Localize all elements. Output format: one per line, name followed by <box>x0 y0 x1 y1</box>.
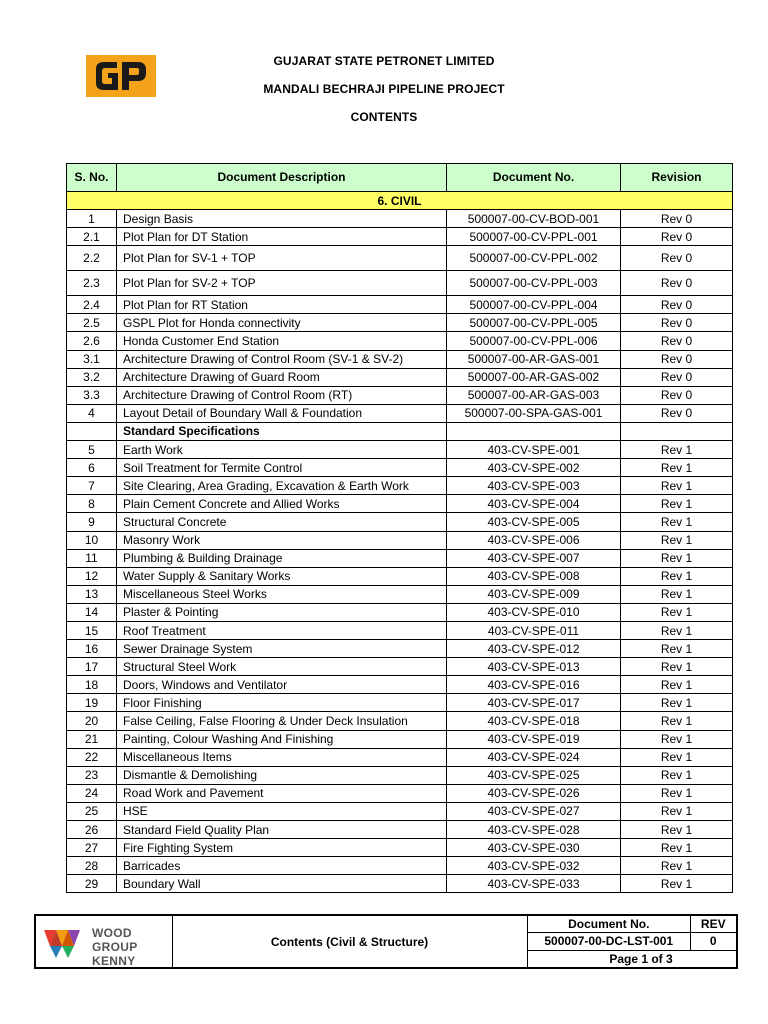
row-description: Plaster & Pointing <box>117 603 447 621</box>
table-row <box>67 513 733 531</box>
row-revision: Rev 0 <box>621 246 733 271</box>
row-revision: Rev 0 <box>621 404 733 422</box>
row-sno: 26 <box>67 821 117 839</box>
table-row <box>67 875 733 893</box>
row-revision: Rev 1 <box>621 567 733 585</box>
table-row <box>67 210 733 228</box>
row-document-no: 500007-00-CV-PPL-002 <box>447 246 621 271</box>
row-sno: 10 <box>67 531 117 549</box>
table-row <box>67 314 733 332</box>
header-sno: S. No. <box>67 164 117 192</box>
row-document-no: 500007-00-AR-GAS-002 <box>447 368 621 386</box>
table-row <box>67 459 733 477</box>
row-revision: Rev 1 <box>621 513 733 531</box>
row-revision: Rev 0 <box>621 386 733 404</box>
row-description: Architecture Drawing of Control Room (SV-1 & SV-2) <box>117 350 447 368</box>
row-description: Standard Field Quality Plan <box>117 821 447 839</box>
row-document-no: 403-CV-SPE-016 <box>447 676 621 694</box>
table-row <box>67 857 733 875</box>
row-document-no: 403-CV-SPE-027 <box>447 802 621 820</box>
page-title: CONTENTS <box>350 110 418 124</box>
doc-no-value: 500007-00-DC-LST-001 <box>528 933 690 950</box>
row-document-no: 403-CV-SPE-026 <box>447 784 621 802</box>
table-row <box>67 585 733 603</box>
table-row <box>67 549 733 567</box>
row-sno: 28 <box>67 857 117 875</box>
row-description: Painting, Colour Washing And Finishing <box>117 730 447 748</box>
row-document-no: 403-CV-SPE-009 <box>447 585 621 603</box>
row-revision: Rev 1 <box>621 621 733 639</box>
row-sno: 11 <box>67 549 117 567</box>
row-sno: 22 <box>67 748 117 766</box>
row-sno <box>67 422 117 440</box>
row-description: Miscellaneous Items <box>117 748 447 766</box>
row-description: Miscellaneous Steel Works <box>117 585 447 603</box>
row-sno: 24 <box>67 784 117 802</box>
row-document-no: 403-CV-SPE-011 <box>447 621 621 639</box>
row-description: Plain Cement Concrete and Allied Works <box>117 495 447 513</box>
row-document-no: 403-CV-SPE-007 <box>447 549 621 567</box>
table-row <box>67 531 733 549</box>
row-document-no: 500007-00-AR-GAS-003 <box>447 386 621 404</box>
table-row <box>67 676 733 694</box>
row-description: Plot Plan for SV-1 + TOP <box>117 246 447 271</box>
row-document-no: 403-CV-SPE-008 <box>447 567 621 585</box>
table-row <box>67 821 733 839</box>
row-sno: 18 <box>67 676 117 694</box>
table-row <box>67 350 733 368</box>
row-sno: 23 <box>67 766 117 784</box>
section-title: 6. CIVIL <box>67 192 733 210</box>
table-row <box>67 766 733 784</box>
row-document-no: 403-CV-SPE-017 <box>447 694 621 712</box>
row-revision: Rev 1 <box>621 585 733 603</box>
row-description: Doors, Windows and Ventilator <box>117 676 447 694</box>
row-description: Honda Customer End Station <box>117 332 447 350</box>
row-sno: 2.4 <box>67 296 117 314</box>
subheading-row <box>67 422 733 440</box>
row-revision: Rev 1 <box>621 640 733 658</box>
table-row <box>67 839 733 857</box>
row-revision: Rev 0 <box>621 350 733 368</box>
table-row <box>67 640 733 658</box>
row-revision: Rev 1 <box>621 875 733 893</box>
row-description: HSE <box>117 802 447 820</box>
row-revision: Rev 1 <box>621 748 733 766</box>
row-sno: 12 <box>67 567 117 585</box>
row-sno: 20 <box>67 712 117 730</box>
row-sno: 6 <box>67 459 117 477</box>
title-block <box>34 914 738 969</box>
row-document-no: 403-CV-SPE-025 <box>447 766 621 784</box>
row-description: Structural Concrete <box>117 513 447 531</box>
row-description: Roof Treatment <box>117 621 447 639</box>
row-description: Standard Specifications <box>117 422 447 440</box>
row-description: Structural Steel Work <box>117 658 447 676</box>
row-revision: Rev 1 <box>621 676 733 694</box>
row-revision: Rev 1 <box>621 802 733 820</box>
doc-no-label: Document No. <box>528 916 690 933</box>
row-document-no: 500007-00-SPA-GAS-001 <box>447 404 621 422</box>
row-description: Site Clearing, Area Grading, Excavation & Earth Work <box>117 477 447 495</box>
row-document-no: 403-CV-SPE-004 <box>447 495 621 513</box>
row-revision: Rev 1 <box>621 603 733 621</box>
section-row <box>67 192 733 210</box>
row-description: Plot Plan for RT Station <box>117 296 447 314</box>
row-description: Sewer Drainage System <box>117 640 447 658</box>
row-revision: Rev 1 <box>621 658 733 676</box>
row-document-no: 403-CV-SPE-028 <box>447 821 621 839</box>
row-sno: 7 <box>67 477 117 495</box>
table-row <box>67 784 733 802</box>
row-revision: Rev 0 <box>621 332 733 350</box>
row-revision: Rev 1 <box>621 730 733 748</box>
row-sno: 3.3 <box>67 386 117 404</box>
row-document-no: 403-CV-SPE-001 <box>447 441 621 459</box>
row-sno: 2.2 <box>67 246 117 271</box>
row-sno: 5 <box>67 441 117 459</box>
page-indicator: Page 1 of 3 <box>609 952 673 966</box>
row-revision: Rev 1 <box>621 477 733 495</box>
row-revision: Rev 1 <box>621 549 733 567</box>
row-revision: Rev 1 <box>621 766 733 784</box>
table-row <box>67 271 733 296</box>
row-document-no: 403-CV-SPE-032 <box>447 857 621 875</box>
row-document-no: 500007-00-CV-BOD-001 <box>447 210 621 228</box>
row-sno: 2.6 <box>67 332 117 350</box>
row-sno: 14 <box>67 603 117 621</box>
row-sno: 8 <box>67 495 117 513</box>
row-sno: 15 <box>67 621 117 639</box>
table-row <box>67 712 733 730</box>
row-description: Plumbing & Building Drainage <box>117 549 447 567</box>
row-document-no: 403-CV-SPE-012 <box>447 640 621 658</box>
company-name: GUJARAT STATE PETRONET LIMITED <box>273 54 495 68</box>
row-document-no: 500007-00-CV-PPL-003 <box>447 271 621 296</box>
row-revision: Rev 1 <box>621 694 733 712</box>
row-revision: Rev 0 <box>621 210 733 228</box>
row-description: Masonry Work <box>117 531 447 549</box>
row-document-no: 403-CV-SPE-019 <box>447 730 621 748</box>
table-row <box>67 332 733 350</box>
table-row <box>67 477 733 495</box>
row-revision: Rev 1 <box>621 857 733 875</box>
row-revision: Rev 0 <box>621 228 733 246</box>
table-row <box>67 567 733 585</box>
row-description: Earth Work <box>117 441 447 459</box>
table-row <box>67 621 733 639</box>
table-row <box>67 730 733 748</box>
row-description: Dismantle & Demolishing <box>117 766 447 784</box>
row-revision <box>621 422 733 440</box>
row-description: Soil Treatment for Termite Control <box>117 459 447 477</box>
table-row <box>67 404 733 422</box>
table-row <box>67 246 733 271</box>
row-description: False Ceiling, False Flooring & Under Deck Insulation <box>117 712 447 730</box>
row-sno: 21 <box>67 730 117 748</box>
row-sno: 9 <box>67 513 117 531</box>
row-document-no <box>447 422 621 440</box>
row-description: Architecture Drawing of Guard Room <box>117 368 447 386</box>
table-row <box>67 802 733 820</box>
row-description: Water Supply & Sanitary Works <box>117 567 447 585</box>
table-row <box>67 368 733 386</box>
row-sno: 25 <box>67 802 117 820</box>
row-sno: 16 <box>67 640 117 658</box>
row-revision: Rev 0 <box>621 368 733 386</box>
header-document-no: Document No. <box>447 164 621 192</box>
row-document-no: 403-CV-SPE-030 <box>447 839 621 857</box>
header-description: Document Description <box>117 164 447 192</box>
row-revision: Rev 1 <box>621 821 733 839</box>
row-sno: 27 <box>67 839 117 857</box>
row-description: Plot Plan for SV-2 + TOP <box>117 271 447 296</box>
row-description: Design Basis <box>117 210 447 228</box>
row-sno: 2.3 <box>67 271 117 296</box>
logo-line-1: WOOD GROUP <box>92 926 138 954</box>
row-revision: Rev 1 <box>621 784 733 802</box>
row-sno: 29 <box>67 875 117 893</box>
row-revision: Rev 0 <box>621 271 733 296</box>
table-row <box>67 441 733 459</box>
row-document-no: 500007-00-CV-PPL-001 <box>447 228 621 246</box>
row-document-no: 403-CV-SPE-013 <box>447 658 621 676</box>
row-sno: 2.1 <box>67 228 117 246</box>
row-description: Road Work and Pavement <box>117 784 447 802</box>
row-revision: Rev 1 <box>621 712 733 730</box>
row-document-no: 500007-00-AR-GAS-001 <box>447 350 621 368</box>
row-document-no: 403-CV-SPE-033 <box>447 875 621 893</box>
row-sno: 17 <box>67 658 117 676</box>
table-row <box>67 694 733 712</box>
row-document-no: 500007-00-CV-PPL-006 <box>447 332 621 350</box>
table-row <box>67 495 733 513</box>
table-row <box>67 658 733 676</box>
row-revision: Rev 0 <box>621 296 733 314</box>
row-description: Barricades <box>117 857 447 875</box>
row-sno: 2.5 <box>67 314 117 332</box>
project-name: MANDALI BECHRAJI PIPELINE PROJECT <box>263 82 505 96</box>
row-description: Fire Fighting System <box>117 839 447 857</box>
row-description: Architecture Drawing of Control Room (RT) <box>117 386 447 404</box>
table-row <box>67 748 733 766</box>
row-document-no: 500007-00-CV-PPL-005 <box>447 314 621 332</box>
row-description: Layout Detail of Boundary Wall & Foundation <box>117 404 447 422</box>
document-title: Contents (Civil & Structure) <box>172 916 528 967</box>
table-header-row <box>67 164 733 192</box>
row-document-no: 403-CV-SPE-002 <box>447 459 621 477</box>
wood-group-kenny-logo <box>36 916 173 967</box>
row-revision: Rev 1 <box>621 495 733 513</box>
row-document-no: 403-CV-SPE-024 <box>447 748 621 766</box>
row-sno: 3.1 <box>67 350 117 368</box>
row-document-no: 403-CV-SPE-006 <box>447 531 621 549</box>
row-sno: 1 <box>67 210 117 228</box>
logo-line-2: KENNY <box>92 954 136 968</box>
row-sno: 3.2 <box>67 368 117 386</box>
table-row <box>67 296 733 314</box>
row-revision: Rev 1 <box>621 839 733 857</box>
row-revision: Rev 0 <box>621 314 733 332</box>
contents-table <box>66 163 733 893</box>
rev-value: 0 <box>690 933 736 950</box>
row-document-no: 403-CV-SPE-005 <box>447 513 621 531</box>
row-document-no: 403-CV-SPE-003 <box>447 477 621 495</box>
table-row <box>67 228 733 246</box>
row-description: Plot Plan for DT Station <box>117 228 447 246</box>
row-document-no: 500007-00-CV-PPL-004 <box>447 296 621 314</box>
row-description: GSPL Plot for Honda connectivity <box>117 314 447 332</box>
table-row <box>67 386 733 404</box>
row-document-no: 403-CV-SPE-018 <box>447 712 621 730</box>
row-sno: 19 <box>67 694 117 712</box>
row-revision: Rev 1 <box>621 531 733 549</box>
logo-wordmark <box>92 926 172 968</box>
table-row <box>67 603 733 621</box>
row-description: Floor Finishing <box>117 694 447 712</box>
rev-label: REV <box>690 916 736 933</box>
row-document-no: 403-CV-SPE-010 <box>447 603 621 621</box>
row-revision: Rev 1 <box>621 459 733 477</box>
row-revision: Rev 1 <box>621 441 733 459</box>
row-sno: 13 <box>67 585 117 603</box>
row-sno: 4 <box>67 404 117 422</box>
row-description: Boundary Wall <box>117 875 447 893</box>
header-revision: Revision <box>621 164 733 192</box>
